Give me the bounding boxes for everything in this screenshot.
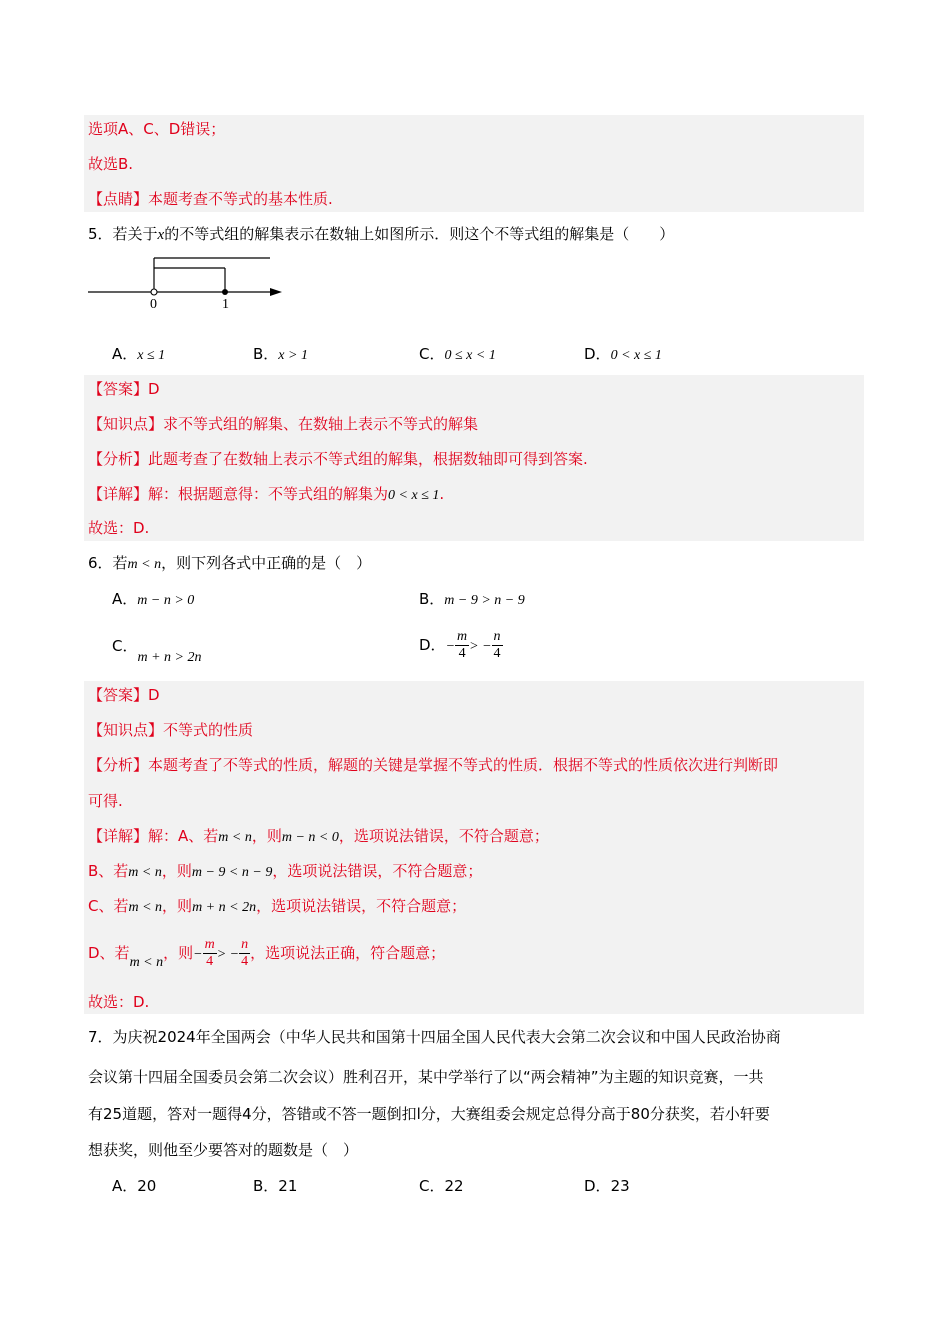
axis-label-1: 1 [222, 297, 229, 312]
detail-cond: m < n [128, 865, 162, 880]
answer-value: D [148, 380, 160, 398]
option-expr: x > 1 [278, 348, 308, 363]
q6-option-c[interactable] [112, 634, 202, 665]
option-value: 20 [137, 1177, 157, 1195]
detail-cond: m < n [129, 955, 164, 970]
option-expr: m − 9 > n − 9 [444, 593, 525, 608]
q5-conclusion: 故选：D. [88, 519, 150, 537]
kp-text: 不等式的性质 [163, 721, 254, 739]
q6-stem [88, 551, 371, 577]
q6-detail-d: D、若m < n，则− $\frac{m}{4}$ > − $\frac{n}{4}$ ，选项说法正确，符合题意； [88, 937, 446, 970]
detail-mid: ，则 [162, 897, 193, 915]
detail-end: ，选项说法错误，不符合题意； [338, 827, 549, 845]
detail-expr: m − n < 0 [281, 830, 339, 845]
detail-tag: 【详解】 [88, 827, 149, 845]
option-label: B． [253, 1177, 279, 1195]
detail-end: ，选项说法错误，不符合题意； [256, 897, 467, 915]
q6-cond: m < n [127, 557, 162, 572]
q7-option-b[interactable] [253, 1174, 297, 1198]
kp-tag: 【知识点】 [88, 721, 164, 739]
option-label: A． [112, 1177, 138, 1195]
answer-tag: 【答案】 [88, 686, 149, 704]
q7-stem-line2: 会议第十四届全国委员会第二次会议）胜利召开，某中学举行了以“两会精神”为主题的知识竞赛，一共 [88, 1068, 764, 1086]
fraction-m-over-4 [203, 937, 217, 970]
detail-text: D、若 [88, 944, 130, 962]
q7-option-c[interactable] [419, 1174, 464, 1198]
frac-den: 4 [493, 646, 501, 661]
detail-text: 解：根据题意得：不等式组的解集为 [148, 485, 389, 503]
q6-conclusion: 故选：D. [88, 993, 150, 1011]
detail-end: . [439, 485, 445, 503]
detail-text: C、若 [88, 897, 129, 915]
q6-answer [88, 683, 160, 707]
option-label: A． [112, 345, 138, 363]
axis-label-0: 0 [150, 297, 157, 312]
filled-dot-one [222, 289, 228, 295]
option-label: B． [419, 590, 445, 608]
number-line-figure [84, 250, 294, 316]
q5-option-b[interactable] [253, 342, 308, 368]
frac-den: 4 [206, 954, 214, 969]
open-dot-zero [151, 289, 157, 295]
q5-suffix: 的不等式组的解集表示在数轴上如图所示．则这个不等式组的解集是（ ） [164, 225, 675, 243]
q5-answer [88, 377, 160, 401]
q5-knowledge-point [88, 412, 478, 436]
axis-arrow-icon [270, 288, 282, 296]
detail-tag: 【详解】 [88, 485, 149, 503]
detail-cond: m < n [128, 900, 163, 915]
remark-text: 本题考查不等式的基本性质. [148, 190, 333, 208]
frac-num: n [493, 629, 501, 644]
option-label: B． [253, 345, 279, 363]
answer-tag: 【答案】 [88, 380, 149, 398]
option-expr: 0 < x ≤ 1 [610, 348, 662, 363]
detail-mid: ，则 [163, 944, 194, 962]
detail-expr: m − 9 < n − 9 [191, 865, 273, 880]
q7-option-a[interactable] [112, 1174, 156, 1198]
option-value: 23 [610, 1177, 630, 1195]
kp-tag: 【知识点】 [88, 415, 164, 433]
frac-num: n [241, 937, 249, 952]
detail-mid: ，则 [161, 862, 192, 880]
q7-stem-line3: 有25道题，答对一题得4分，答错或不答一题倒扣l分，大赛组委会规定总得分高于80分获奖，若小轩要 [88, 1105, 770, 1123]
option-value: 22 [444, 1177, 464, 1195]
q6-option-a[interactable] [112, 587, 194, 613]
option-label: C． [419, 345, 445, 363]
frac-num: m [457, 629, 468, 644]
q5-option-a[interactable] [112, 342, 165, 368]
answer-value: D [148, 686, 160, 704]
q6-option-d[interactable]: D．− $\frac{m}{4}$ > − $\frac{n}{4}$ [419, 629, 501, 661]
option-expr: 0 ≤ x < 1 [444, 348, 496, 363]
q7-stem-line1: 7．为庆祝2024年全国两会（中华人民共和国第十四届全国人民代表大会第二次会议和中国人民政治协商 [88, 1028, 781, 1046]
detail-expr: m + n < 2n [192, 900, 257, 915]
q5-prefix: 5．若关于 [88, 225, 158, 243]
detail-expr: 0 < x ≤ 1 [388, 488, 440, 503]
detail-end: ，选项说法正确，符合题意； [250, 944, 446, 962]
frac-den: 4 [458, 646, 466, 661]
analysis-text: 本题考查了不等式的性质，解题的关键是掌握不等式的性质．根据不等式的性质依次进行判断即 [148, 756, 779, 774]
detail-mid: ，则 [251, 827, 282, 845]
option-expr: m + n > 2n [137, 650, 202, 665]
detail-end: ，选项说法错误，不符合题意； [272, 862, 483, 880]
q5-option-d[interactable] [584, 342, 662, 368]
q6-prefix: 6．若 [88, 554, 128, 572]
option-expr: m − n > 0 [137, 593, 195, 608]
option-op: > − [469, 639, 492, 654]
q6-detail-b [88, 859, 482, 885]
detail-text: B、若 [88, 862, 129, 880]
q6-option-b[interactable] [419, 587, 525, 613]
q7-option-d[interactable] [584, 1174, 630, 1198]
option-expr: x ≤ 1 [137, 348, 166, 363]
kp-text: 求不等式组的解集、在数轴上表示不等式的解集 [163, 415, 479, 433]
q5-stem [88, 222, 674, 247]
q4-options-wrong: 选项A、C、D错误； [88, 120, 226, 138]
q5-option-c[interactable] [419, 342, 496, 368]
fraction-n-over-4 [239, 937, 250, 970]
q6-analysis-cont: 可得. [88, 792, 123, 810]
fraction-n-over-4 [492, 629, 503, 662]
option-label: C． [112, 637, 138, 655]
analysis-tag: 【分析】 [88, 756, 149, 774]
option-label: C． [419, 1177, 445, 1195]
q4-conclusion: 故选B. [88, 155, 134, 173]
frac-den: 4 [241, 954, 249, 969]
fraction-m-over-4 [455, 629, 469, 662]
analysis-tag: 【分析】 [88, 450, 149, 468]
q7-stem-line4: 想获奖，则他至少要答对的题数是（ ） [88, 1141, 359, 1159]
detail-op: > − [216, 947, 240, 962]
detail-text: 解：A、若 [148, 827, 219, 845]
q6-analysis [88, 753, 778, 777]
option-value: 21 [278, 1177, 298, 1195]
q6-suffix: ，则下列各式中正确的是（ ） [161, 554, 372, 572]
remark-tag: 【点睛】 [88, 190, 149, 208]
q6-detail-c [88, 894, 466, 920]
option-label: D． [584, 1177, 611, 1195]
detail-cond: m < n [218, 830, 252, 845]
option-label: D． [584, 345, 611, 363]
frac-num: m [204, 937, 215, 952]
q5-analysis [88, 447, 588, 471]
q6-detail-a [88, 824, 549, 850]
option-label: D． [419, 636, 446, 654]
q4-remark [88, 187, 333, 211]
option-label: A． [112, 590, 138, 608]
q5-var: x [157, 227, 165, 243]
analysis-text: 此题考查了在数轴上表示不等式组的解集，根据数轴即可得到答案. [148, 450, 588, 468]
q5-detail [88, 482, 444, 508]
q6-knowledge-point [88, 718, 253, 742]
